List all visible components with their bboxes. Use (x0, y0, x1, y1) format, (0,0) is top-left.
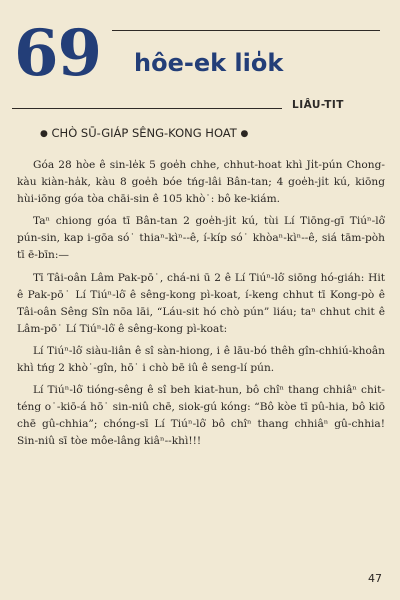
paragraph: Góa 28 hòe ê sin-le̍k 5 goe̍h chhe, chhut-hoat khì Ji̍t-pún Chong-kàu kiàn-ha̍k, kàu 8 goe̍h bóe tńg-lâi Bân-tan; 4 goe̍h-ji̍t kú, kiōng hùi-iōng góa tòa chāi-sin ê 105 khò˙: bô ke-kiám. (17, 159, 385, 206)
body-text (17, 157, 385, 456)
bullet-icon: ● (240, 129, 249, 139)
paragraph: Lí Tiúⁿ-lô͘ tióng-sêng ê sî beh kiat-hun, bô chîⁿ thang chhiâⁿ chit-téng o˙-kiō-á hō˙ sin-niû chē, siok-gú kóng: “Bô kòe tī pû-hia, bô kiō chē gû-chhia”; chóng-sī Lí Tiúⁿ-lô͘ bô chîⁿ thang chhiâⁿ gû-chhia! Sin-niû sī tòe môe-lâng kiâⁿ--khì!!! (17, 384, 385, 448)
paragraph: Tī Tâi-oân Lâm Pak-pō˙, chá-ni ū 2 ê Lí Tiúⁿ-lô͘ siōng hó-giáh: Hit ê Pak-pō˙ Lí Tiúⁿ-lô͘ ê sêng-kong pì-koat, í-keng chhut tī Kong-pò ê Tâi-oân Sêng Sîn nōa lāi, “Láu-sit hó chò pún” liáu; taⁿ chhut chit ê Lâm-pō˙ Lí Tiúⁿ-lô͘ ê sêng-kong pì-koat: (17, 271, 385, 335)
bullet-icon: ● (40, 129, 48, 139)
paragraph: Taⁿ chiong góa tī Bân-tan 2 goe̍h-ji̍t kú, tùi Lí Tiōng-gī Tiúⁿ-lô͘ pún-sin, kap i-gōa só˙ thiaⁿ-kìⁿ--ê, í-kíp só˙ khòaⁿ-kìⁿ--ê, siá tām-pòh tī ē-bīn:— (17, 215, 385, 262)
section-heading-text: CHÒ SŪ-GIÁP SÊNG-KONG HOAT (51, 126, 237, 140)
author-name: LIÂU-TIT (292, 99, 344, 111)
chapter-title: hôe-ek lio̍k (134, 49, 284, 77)
header-rule (12, 108, 282, 109)
section-heading (40, 125, 370, 143)
paragraph: Lí Tiúⁿ-lô͘ siàu-liân ê sî sàn-hiong, i ê lāu-bó thêh gîn-chhiú-khoân khì tńg 2 khò˙-gîn, hō˙ i chò bē iû ê seng-lí pún. (17, 344, 385, 375)
top-rule (112, 30, 380, 31)
page-number: 47 (368, 572, 382, 585)
chapter-number: 69 (14, 16, 102, 91)
